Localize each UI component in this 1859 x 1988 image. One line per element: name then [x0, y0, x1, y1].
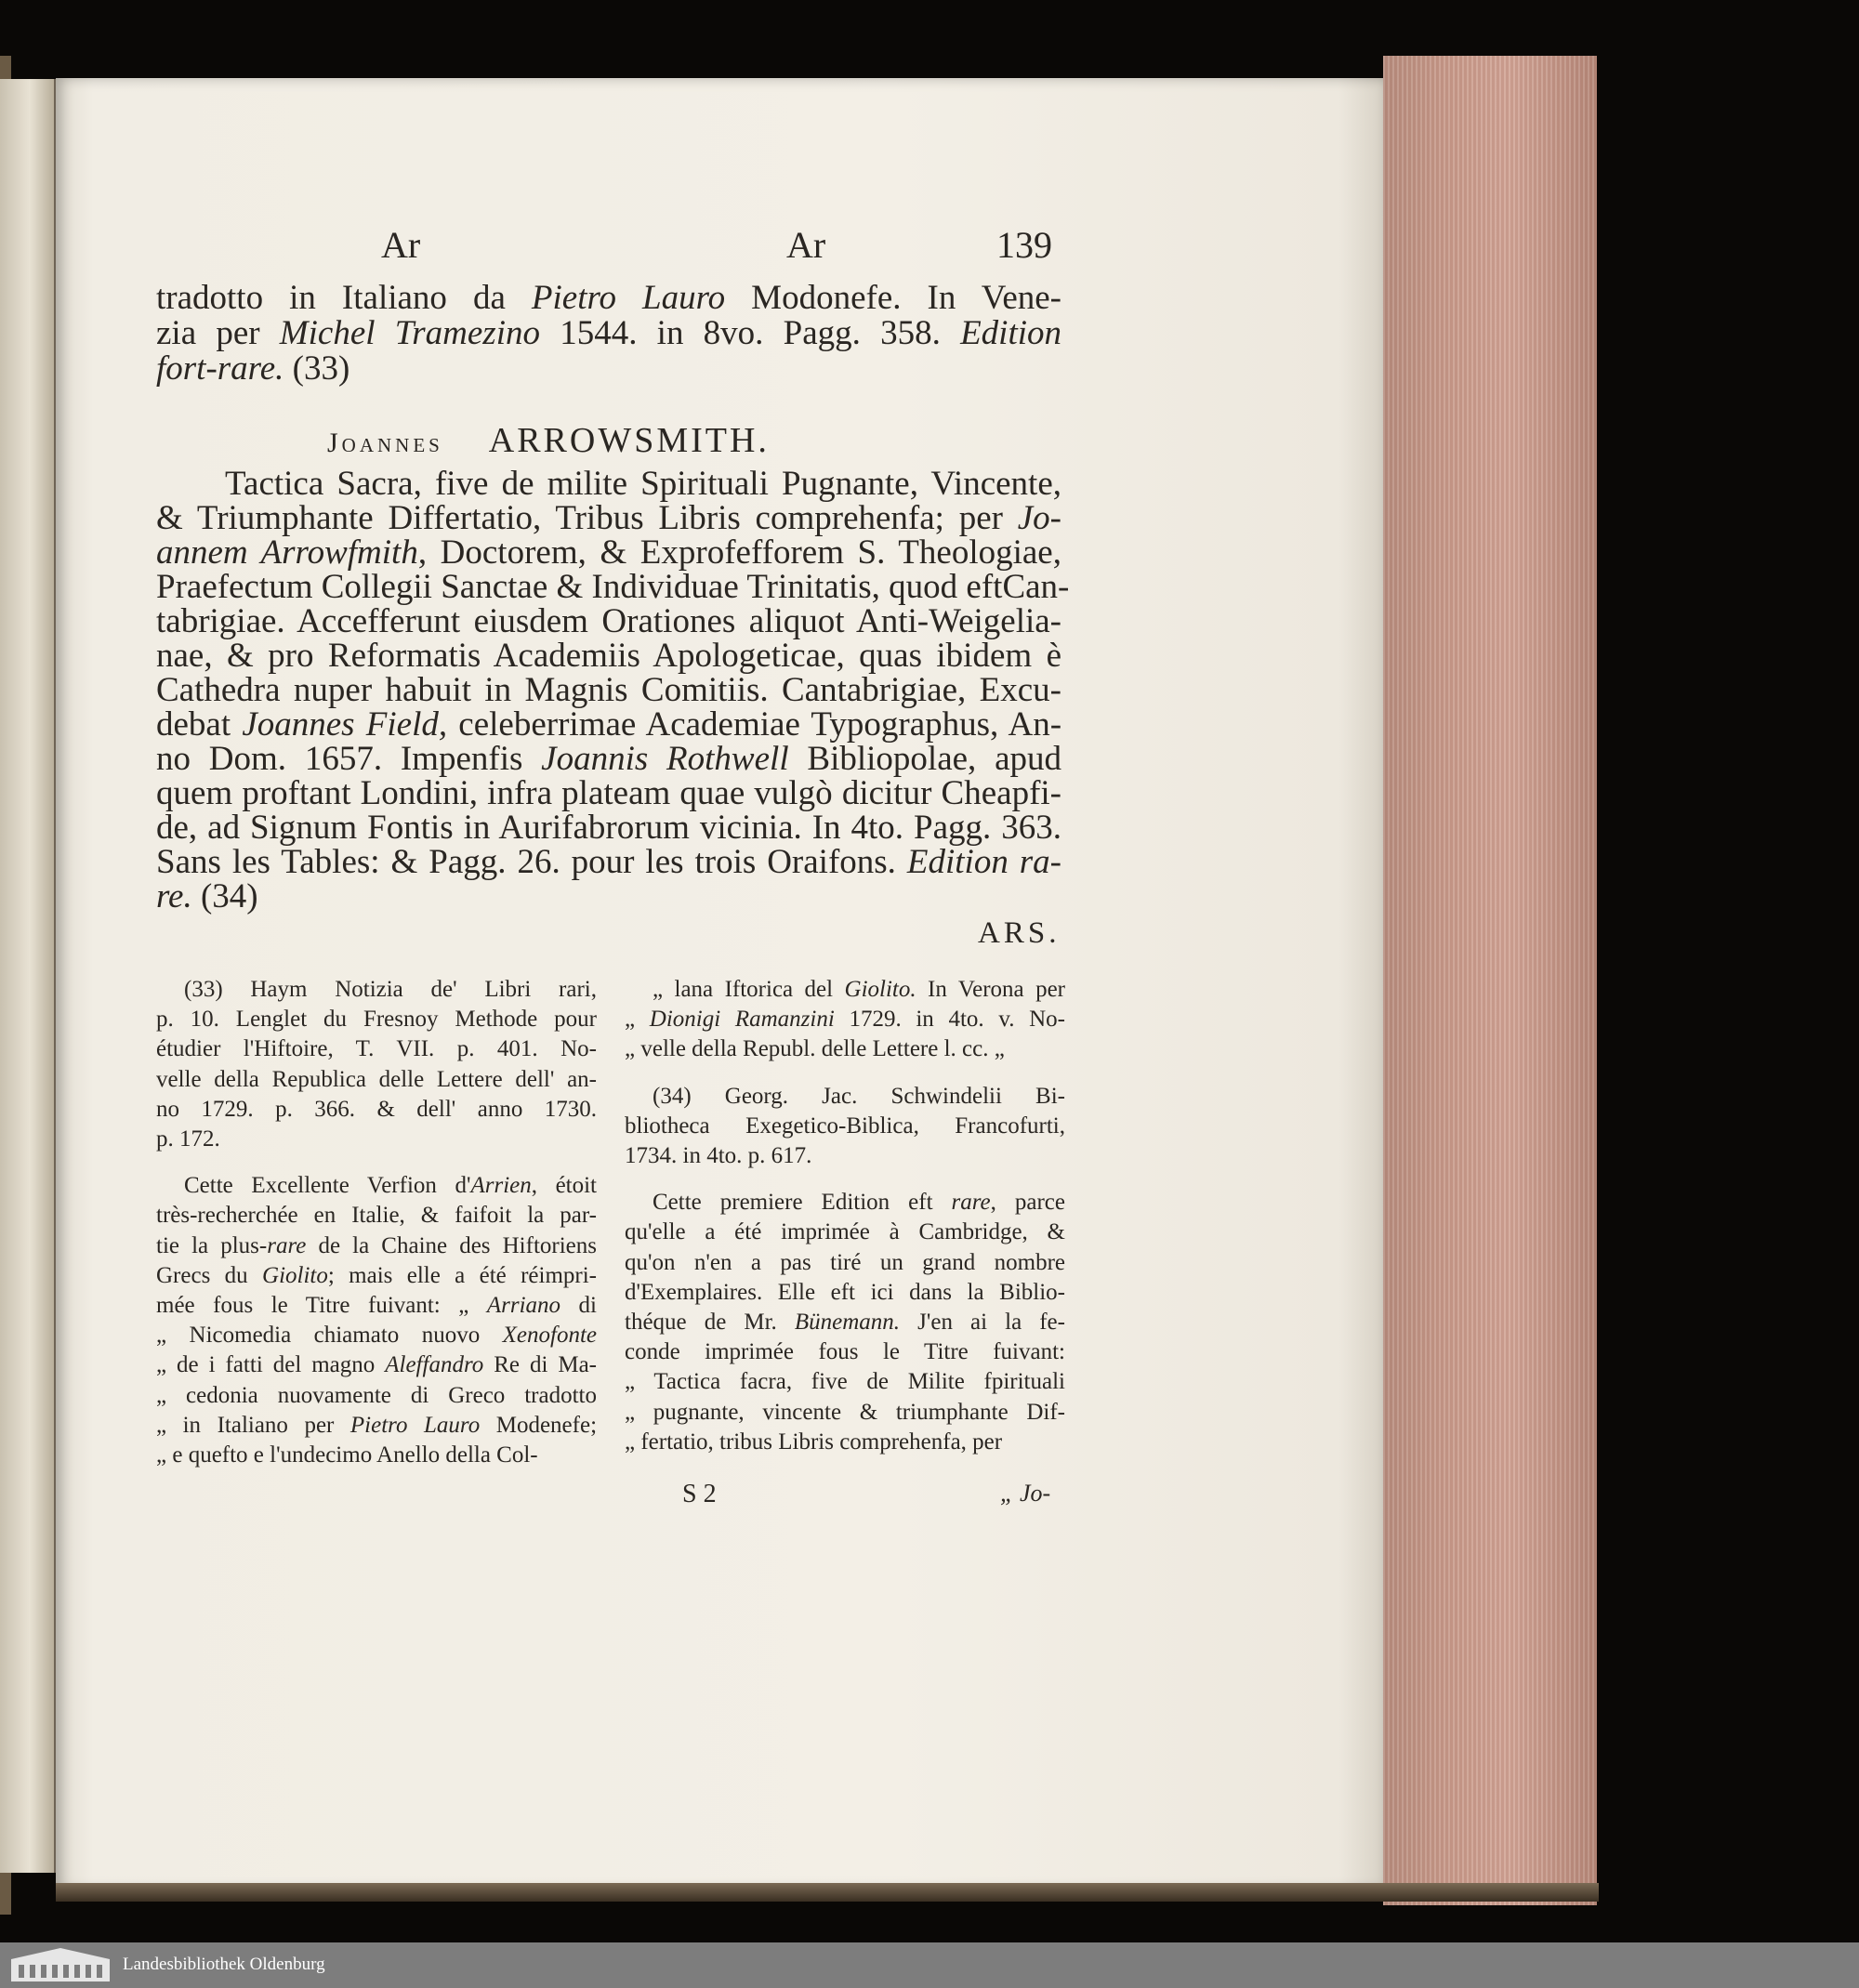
footnote-line — [653, 1191, 1065, 1214]
text-run: Bibliopolae, apud — [788, 740, 1061, 778]
entry-heading-last: ARROWSMITH. — [488, 421, 770, 460]
page-block-edges — [1383, 56, 1597, 1905]
text-run: p. 10. Lenglet du Fresnoy Methode pour — [156, 1007, 597, 1033]
running-head-left: Ar — [381, 224, 421, 266]
italic-text: Joannes Field, — [242, 705, 448, 744]
italic-text: Giolito. — [844, 977, 916, 1002]
footnote-line — [184, 1174, 597, 1197]
printer-signature: S 2 — [682, 1480, 717, 1508]
text-run: 1544. in 8vo. Pagg. 358. — [540, 314, 961, 352]
text-run: Tactica Sacra, five de milite Spirituali Pugnante, Vincente, — [225, 465, 1061, 503]
entry-line — [225, 467, 1061, 501]
text-run: théque de Mr. — [625, 1310, 795, 1335]
text-run: quem proftant Londini, infra plateam quae vulgò dicitur Cheapfi- — [156, 774, 1061, 812]
italic-text: Joannis Rothwell — [541, 740, 789, 778]
italic-text: Giolito — [262, 1262, 328, 1288]
entry-line — [156, 568, 1070, 606]
text-run: étudier l'Hiftoire, T. VII. p. 401. No- — [156, 1036, 597, 1062]
left-facing-page — [0, 79, 56, 1873]
italic-text: Michel Tramezino — [279, 314, 540, 352]
footnote-line — [625, 1114, 1065, 1138]
text-run: bliotheca Exegetico-Biblica, Francofurti, — [625, 1112, 1065, 1139]
text-run: Cathedra nuper habuit in Magnis Comitiis. Cantabrigiae, Excu- — [156, 671, 1061, 709]
italic-text: Jo- — [1017, 499, 1061, 537]
text-run: très-recherchée en Italie, & faifoit la par- — [156, 1203, 597, 1229]
italic-text: Bünemann. — [794, 1310, 901, 1335]
text-run: „ de i fatti del magno — [156, 1352, 386, 1378]
text-run: Cette premiere Edition eft — [653, 1190, 952, 1216]
footnote-line — [156, 1204, 597, 1227]
text-run: tradotto in Italiano da — [156, 279, 532, 317]
footnote-line — [156, 1127, 220, 1151]
text-run: In Verona per — [916, 977, 1065, 1002]
text-run: „ fertatio, tribus Libris comprehenfa, per — [625, 1428, 1003, 1455]
text-run: (34) Georg. Jac. Schwindelii Bi- — [653, 1083, 1065, 1109]
footnote-line — [653, 978, 1065, 1001]
text-run: , Doctorem, & Exprofefforem S. Theologiae, — [417, 533, 1061, 572]
text-run: tabrigiae. Accefferunt eiusdem Orationes aliquot Anti-Weigelia- — [156, 602, 1061, 640]
italic-text: rare — [951, 1190, 991, 1216]
library-building-icon — [9, 1946, 112, 1983]
text-run: de la Chaine des Hiftoriens — [306, 1232, 597, 1258]
entry-heading-first: Joannes — [327, 428, 443, 458]
footnote-line — [156, 1007, 597, 1031]
entry-line — [156, 673, 1061, 707]
italic-text: Edition ra- — [906, 843, 1061, 881]
text-run: debat — [156, 705, 243, 744]
text-run: conde imprimée fous le Titre fuivant: — [625, 1339, 1065, 1365]
text-run: Modenefe; — [480, 1412, 598, 1438]
entry-line — [156, 535, 1061, 570]
text-run: Praefectum Collegii Sanctae & Individuae Trinitatis, quod eftCan- — [156, 568, 1070, 606]
entry-line — [156, 879, 258, 914]
text-run: d'Exemplaires. Elle eft ici dans la Biblio- — [625, 1279, 1065, 1305]
text-run: „ in Italiano per — [156, 1412, 350, 1438]
footnote-line — [156, 1234, 597, 1257]
running-head-center: Ar — [786, 224, 826, 266]
text-run: Modonefe. In Vene- — [725, 279, 1061, 317]
footnote-line — [625, 1401, 1065, 1424]
text-run: velle della Republica delle Lettere dell' an- — [156, 1066, 597, 1092]
italic-text: rare — [267, 1232, 307, 1258]
footnote-line — [156, 1098, 597, 1121]
continuation-line — [156, 316, 1061, 350]
entry-line — [156, 845, 1061, 879]
text-run: , étoit — [531, 1173, 597, 1199]
text-run: (33) — [283, 349, 350, 388]
footer-bar — [0, 1942, 1859, 1988]
text-run: „ cedonia nuovamente di Greco tradotto — [156, 1382, 597, 1408]
text-run: no 1729. p. 366. & dell' anno 1730. — [156, 1096, 597, 1122]
text-run: , parce — [990, 1190, 1065, 1216]
text-run: no Dom. 1657. Impenfis — [156, 740, 542, 778]
entry-line — [156, 707, 1061, 742]
text-run: qu'on n'en a pas tiré un grand nombre — [625, 1249, 1065, 1275]
footnote-line — [156, 1353, 597, 1376]
text-run: Grecs du — [156, 1262, 263, 1288]
text-run: de, ad Signum Fontis in Aurifabrorum vicinia. In 4to. Pagg. 363. — [156, 809, 1061, 847]
continuation-line — [156, 351, 349, 386]
italic-text: annem Arrowfmith — [156, 533, 418, 572]
footnote-line — [625, 1037, 1005, 1060]
entry-line — [156, 810, 1061, 845]
text-run: Cette Excellente Verfion d' — [184, 1173, 471, 1199]
text-run: 1729. in 4to. v. No- — [834, 1007, 1065, 1033]
footnote-line — [156, 1037, 597, 1060]
italic-text: Pietro Lauro — [531, 279, 726, 317]
text-run: & Triumphante Differtatio, Tribus Libris comprehenfa; per — [156, 499, 1018, 537]
footnote-line — [156, 1294, 597, 1317]
footnote-line — [625, 1144, 811, 1167]
text-run: nae, & pro Reformatis Academiis Apologeticae, quas ibidem è — [156, 637, 1061, 675]
footnote-line — [625, 1430, 1002, 1454]
text-run: mée fous le Titre fuivant: „ — [156, 1293, 487, 1318]
text-run: ; mais elle a été réimpri- — [327, 1262, 598, 1288]
entry-line — [156, 742, 1061, 776]
italic-text: Xenofonte — [502, 1323, 597, 1349]
text-run: (34) — [191, 877, 258, 915]
text-run: Sans les Tables: & Pagg. 26. pour les trois Oraifons. — [156, 843, 907, 881]
entry-line — [156, 639, 1061, 673]
italic-text: fort-rare. — [156, 349, 284, 388]
footnote-line — [156, 1443, 538, 1467]
text-run: „ Nicomedia chiamato nuovo — [156, 1323, 503, 1349]
bottom-binding-edge — [56, 1883, 1599, 1902]
entry-line — [156, 604, 1061, 639]
footnote-line — [156, 1384, 597, 1407]
footnote-line — [184, 978, 597, 1001]
italic-text: Dionigi Ramanzini — [649, 1007, 835, 1033]
footnote-line — [156, 1414, 597, 1437]
section-label: ARS. — [978, 916, 1061, 950]
footnote-line — [625, 1340, 1065, 1363]
italic-text: Edition — [960, 314, 1062, 352]
text-run: celeberrimae Academiae Typographus, An- — [447, 705, 1062, 744]
italic-text: Pietro Lauro — [349, 1412, 481, 1438]
text-run: tie la plus- — [156, 1232, 268, 1258]
text-run: „ Tactica facra, five de Milite fpirituali — [625, 1369, 1065, 1395]
italic-text: Arrien — [470, 1173, 532, 1199]
text-run: di — [560, 1293, 597, 1318]
continuation-line — [156, 281, 1061, 315]
footnote-line — [625, 1007, 1065, 1031]
entry-line — [156, 501, 1061, 535]
italic-text: Arriano — [486, 1293, 561, 1318]
text-run: „ — [625, 1007, 650, 1033]
footnote-line — [625, 1310, 1065, 1334]
footnote-line — [625, 1370, 1065, 1393]
text-run: J'en ai la fe- — [900, 1310, 1065, 1335]
text-run: Re di Ma- — [483, 1352, 597, 1378]
footnote-line — [625, 1251, 1065, 1274]
page-number: 139 — [996, 224, 1052, 266]
text-run: „ pugnante, vincente & triumphante Dif- — [625, 1399, 1065, 1425]
text-run: (33) Haym Notizia de' Libri rari, — [184, 977, 597, 1002]
entry-line — [156, 776, 1061, 810]
text-run: zia per — [156, 314, 280, 352]
text-run: qu'elle a été imprimée à Cambridge, & — [625, 1219, 1065, 1245]
italic-text: Aleffandro — [385, 1352, 484, 1378]
text-run: „ lana Iftorica del — [653, 977, 845, 1002]
text-run: „ velle della Republ. delle Lettere l. cc. „ — [625, 1036, 1005, 1062]
italic-text: re. — [156, 877, 192, 915]
footnote-line — [625, 1281, 1065, 1304]
footnote-line — [156, 1323, 597, 1347]
footnote-line — [625, 1220, 1065, 1244]
library-name: Landesbibliothek Oldenburg — [123, 1955, 325, 1974]
footnote-line — [156, 1068, 597, 1091]
footnote-line — [653, 1085, 1065, 1108]
text-run: „ e quefto e l'undecimo Anello della Col- — [156, 1442, 538, 1468]
footnote-line — [156, 1264, 597, 1287]
text-run: 1734. in 4to. p. 617. — [625, 1143, 812, 1168]
text-run: p. 172. — [156, 1126, 220, 1152]
catchword: „ Jo- — [1000, 1480, 1051, 1507]
entry-heading — [327, 420, 770, 461]
